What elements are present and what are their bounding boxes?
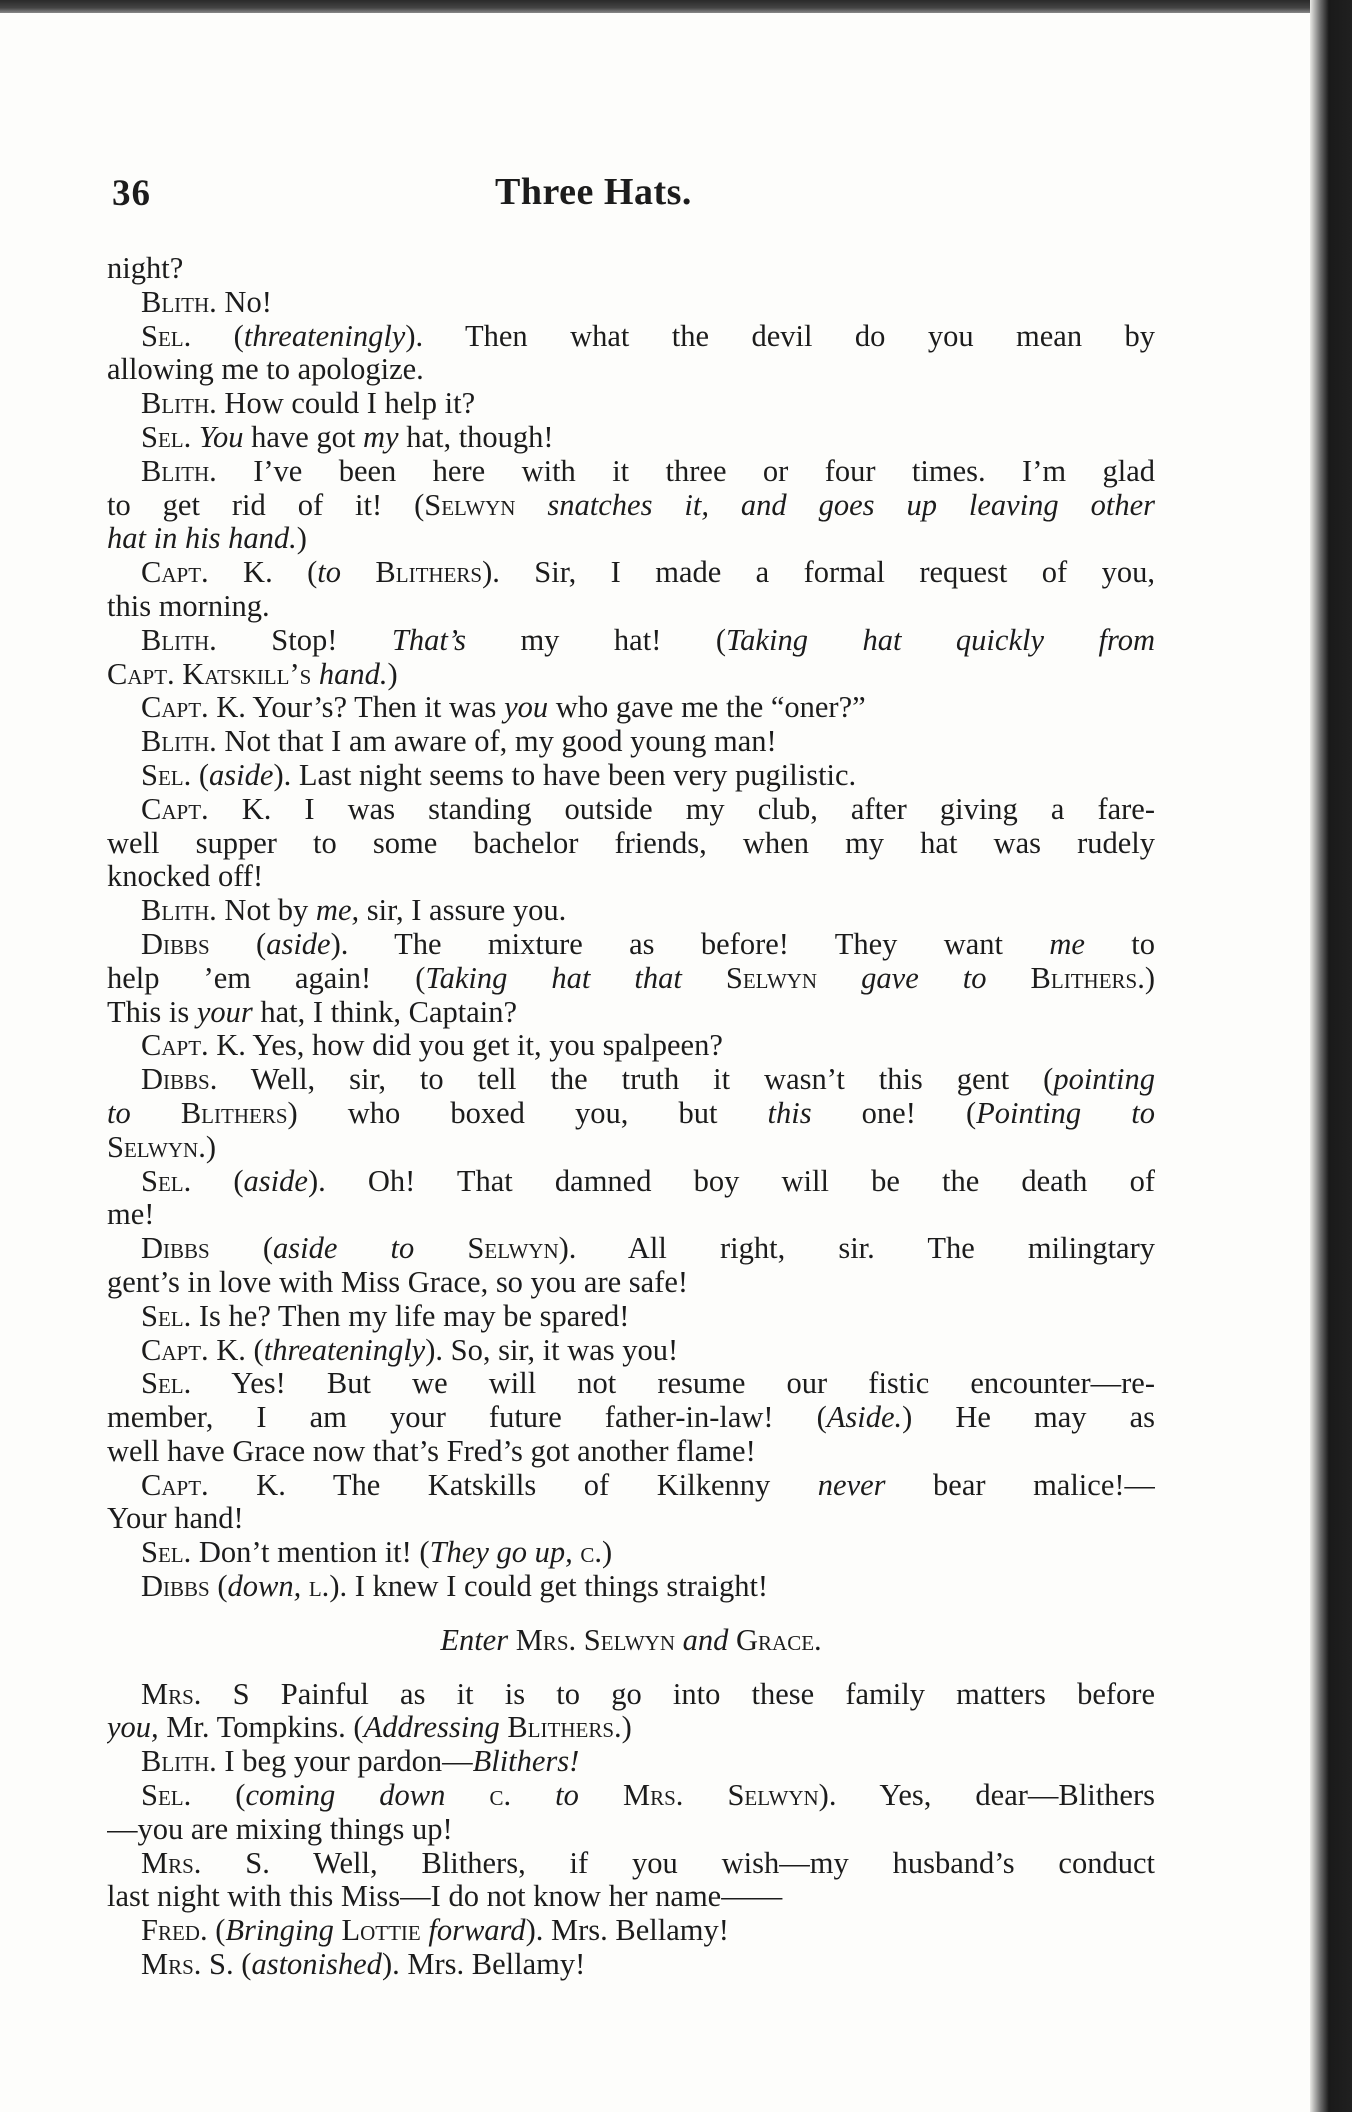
- text-line: [107, 353, 1155, 387]
- text-line: [107, 996, 1155, 1030]
- italic-text: Bringing: [225, 1914, 334, 1948]
- text-line: [107, 793, 1155, 827]
- italic-text: to: [555, 1779, 579, 1813]
- speaker-name: Sel.: [141, 319, 192, 353]
- text-line: [107, 894, 1155, 928]
- speaker-name: Sel.: [141, 758, 192, 792]
- speaker-name: Selwyn: [725, 961, 818, 995]
- text-line: [107, 1300, 1155, 1334]
- text-span: ). Sir, I made a formal request of you,: [482, 556, 1155, 590]
- text-line: [107, 827, 1155, 861]
- text-span: ). So, sir, it was you!: [425, 1333, 679, 1367]
- text-line: [107, 455, 1155, 489]
- speaker-name: Blith.: [141, 1745, 217, 1779]
- speaker-name: Selwyn.: [107, 1130, 206, 1164]
- text-span: [445, 1779, 489, 1812]
- italic-text: me,: [315, 894, 360, 928]
- text-line: [107, 658, 1155, 692]
- italic-text: aside to: [273, 1232, 415, 1266]
- running-title: Three Hats.: [495, 171, 692, 213]
- speaker-name: Blithers.: [1030, 961, 1145, 995]
- text-line: [107, 1678, 1155, 1712]
- text-line: [107, 421, 1155, 455]
- text-span: [414, 1232, 467, 1265]
- text-line: [107, 1502, 1155, 1536]
- text-line: [107, 1880, 1155, 1914]
- speaker-name: Blith.: [141, 387, 217, 421]
- text-line: [107, 590, 1155, 624]
- text-span: Your hand!: [107, 1502, 244, 1536]
- speaker-name: Capt. K.: [141, 792, 272, 826]
- italic-text: You: [198, 420, 244, 454]
- speaker-name: Dibbs: [141, 1570, 210, 1604]
- speaker-name: Capt. K.: [141, 556, 273, 590]
- text-span: help ’em again! (: [107, 961, 426, 995]
- text-line: [107, 1813, 1155, 1847]
- text-line: [107, 1097, 1155, 1131]
- text-span: sir, I assure you.: [359, 894, 567, 928]
- text-span: hat, I think, Captain?: [252, 995, 518, 1029]
- text-span: ). Then what the devil do you mean by: [405, 319, 1155, 353]
- text-line: [107, 1469, 1155, 1503]
- speaker-name: Capt. K.: [141, 1468, 286, 1502]
- speaker-name: Sel.: [141, 1299, 192, 1333]
- text-span: my hat! (: [465, 623, 727, 657]
- speaker-name: Selwyn: [424, 488, 516, 522]
- text-span: (: [191, 1164, 244, 1198]
- italic-text: me: [1049, 927, 1085, 961]
- speaker-name: Mrs. Selwyn: [515, 1623, 675, 1657]
- text-line: [107, 1847, 1155, 1881]
- italic-text: hand.: [318, 657, 388, 691]
- italic-text: aside: [209, 758, 274, 792]
- text-span: (: [209, 1232, 274, 1266]
- text-span: Is he? Then my life may be spared!: [191, 1299, 630, 1333]
- text-span: Your’s? Then it was: [245, 691, 505, 725]
- speaker-name: Capt. K.: [141, 691, 246, 725]
- text-span: (: [191, 319, 244, 353]
- italic-text: Pointing to: [976, 1096, 1155, 1130]
- speaker-name: Dibbs.: [141, 1063, 218, 1097]
- text-span: I was standing outside my club, after giving a fare-: [271, 792, 1155, 826]
- speaker-name: Blith.: [141, 725, 217, 759]
- text-span: [675, 1624, 683, 1657]
- speaker-name: Mrs. Selwyn: [622, 1779, 819, 1813]
- text-line: [107, 1029, 1155, 1063]
- speaker-name: c.: [580, 1536, 603, 1570]
- speaker-name: l.: [308, 1570, 330, 1604]
- text-span: ). Mrs. Bellamy!: [381, 1948, 586, 1982]
- text-span: —you are mixing things up!: [107, 1812, 453, 1846]
- text-line: [107, 1266, 1155, 1300]
- text-span: ). Last night seems to have been very pugilistic.: [273, 758, 857, 792]
- italic-text: to: [107, 1096, 131, 1130]
- text-line: [107, 387, 1155, 421]
- text-line: [107, 759, 1155, 793]
- italic-text: and: [682, 1623, 729, 1657]
- italic-text: hat in his hand.: [107, 522, 297, 556]
- italic-text: aside: [243, 1164, 308, 1198]
- text-span: Not by: [216, 894, 316, 928]
- top-edge-shadow: [0, 0, 1352, 13]
- text-line: [107, 1914, 1155, 1948]
- text-span: Well, sir, to tell the truth it wasn’t this gent (: [217, 1063, 1054, 1097]
- speaker-name: Sel.: [141, 420, 192, 454]
- text-line: [107, 1570, 1155, 1604]
- italic-text: my: [362, 420, 399, 454]
- speaker-name: Dibbs: [141, 927, 210, 961]
- text-line: [107, 1232, 1155, 1266]
- text-span: one! (: [811, 1096, 977, 1130]
- italic-text: gave to: [861, 961, 987, 995]
- speaker-name: Capt. K.: [141, 1029, 246, 1063]
- italic-text: never: [817, 1468, 886, 1502]
- text-span: (: [191, 758, 210, 792]
- text-span: member, I am your future father-in-law! (: [107, 1401, 827, 1435]
- text-line: [107, 286, 1155, 320]
- text-span: [987, 962, 1031, 995]
- italic-text: threateningly: [263, 1333, 426, 1367]
- text-span: [508, 1624, 516, 1657]
- text-span: (: [207, 1914, 226, 1948]
- text-line: [107, 1779, 1155, 1813]
- italic-text: Blithers!: [472, 1745, 580, 1779]
- text-line: [107, 522, 1155, 556]
- speaker-name: Blith.: [141, 623, 217, 657]
- text-span: ). All right, sir. The milingtary: [558, 1232, 1155, 1266]
- italic-text: They go up,: [429, 1536, 573, 1570]
- text-line: [107, 624, 1155, 658]
- speaker-name: Sel.: [141, 1367, 192, 1401]
- text-span: [817, 962, 861, 995]
- text-span: [682, 962, 726, 995]
- text-span: knocked off!: [107, 860, 264, 894]
- text-span: [579, 1779, 623, 1812]
- text-span: [301, 1570, 309, 1603]
- text-line: [107, 320, 1155, 354]
- text-span: Painful as it is to go into these family matters before: [249, 1677, 1155, 1711]
- text-span: Don’t mention it! (: [191, 1536, 430, 1570]
- text-line: [107, 489, 1155, 523]
- text-span: How could I help it?: [216, 387, 476, 421]
- text-span: ): [296, 522, 307, 556]
- text-span: ): [621, 1711, 632, 1745]
- text-span: ): [1144, 961, 1155, 995]
- text-span: (: [209, 1570, 228, 1604]
- speaker-name: Grace.: [736, 1623, 822, 1657]
- page-number: 36: [112, 173, 151, 214]
- text-span: this morning.: [107, 589, 270, 623]
- text-span: who gave me the “oner?”: [548, 691, 866, 725]
- text-span: ). Oh! That damned boy will be the death of: [307, 1164, 1155, 1198]
- text-span: This is: [107, 995, 197, 1029]
- italic-text: threateningly: [243, 319, 406, 353]
- text-span: (: [233, 1948, 252, 1982]
- text-span: me!: [107, 1198, 155, 1232]
- italic-text: astonished: [251, 1948, 382, 1982]
- text-span: bear malice!—: [885, 1468, 1155, 1502]
- page-body: [107, 252, 1155, 1982]
- text-span: The Katskills of Kilkenny: [285, 1468, 818, 1502]
- italic-text: pointing: [1053, 1063, 1155, 1097]
- text-span: [311, 658, 319, 691]
- text-span: [728, 1624, 736, 1657]
- speaker-name: Blith.: [141, 285, 217, 319]
- text-span: [341, 556, 375, 589]
- text-span: ) who boxed you, but: [287, 1096, 768, 1130]
- italic-text: Aside.: [826, 1401, 903, 1435]
- speaker-name: c.: [489, 1779, 512, 1813]
- italic-text: coming down: [245, 1779, 446, 1813]
- italic-text: snatches it, and goes up leaving other: [515, 488, 1155, 522]
- text-span: ): [602, 1536, 613, 1570]
- text-line: [107, 725, 1155, 759]
- italic-text: aside: [266, 927, 331, 961]
- speaker-name: Blithers: [180, 1096, 288, 1130]
- text-span: (: [245, 1333, 264, 1367]
- speaker-name: Mrs. S.: [141, 1846, 270, 1880]
- text-span: ): [387, 657, 398, 691]
- text-line: [107, 1745, 1155, 1779]
- speaker-name: Capt. K.: [141, 1333, 246, 1367]
- text-line: [107, 556, 1155, 590]
- text-span: ). Yes, dear—Blithers: [818, 1779, 1155, 1813]
- speaker-name: Mrs. S: [141, 1677, 250, 1711]
- speaker-name: Fred.: [141, 1914, 208, 1948]
- text-span: hat, though!: [398, 420, 554, 454]
- text-span: No!: [216, 285, 272, 319]
- text-span: ). Mrs. Bellamy!: [525, 1914, 729, 1948]
- text-line: [107, 1334, 1155, 1368]
- italic-text: Taking hat quickly from: [726, 623, 1155, 657]
- italic-text: to: [317, 556, 341, 590]
- text-span: Well, Blithers, if you wish—my husband’s conduct: [269, 1846, 1155, 1880]
- text-span: have got: [243, 420, 363, 454]
- italic-text: Taking hat that: [425, 961, 682, 995]
- speaker-name: Blith.: [141, 894, 217, 928]
- text-span: Stop!: [216, 623, 392, 657]
- page-gutter-shadow: [1310, 0, 1352, 2112]
- text-span: Not that I am aware of, my good young man!: [216, 725, 777, 759]
- italic-text: Enter: [440, 1623, 509, 1657]
- text-span: well supper to some bachelor friends, when my hat was rudely: [107, 826, 1155, 860]
- speaker-name: Sel.: [141, 1779, 192, 1813]
- text-span: [511, 1779, 555, 1812]
- text-line: [107, 1948, 1155, 1982]
- text-line: [107, 962, 1155, 996]
- speaker-name: Sel.: [141, 1164, 192, 1198]
- text-span: Yes, how did you get it, you spalpeen?: [245, 1029, 723, 1063]
- italic-text: your: [196, 995, 253, 1029]
- text-line: [107, 691, 1155, 725]
- speaker-name: Blithers: [375, 556, 483, 590]
- stage-direction: [107, 1624, 1155, 1658]
- speaker-name: Mrs. S.: [141, 1948, 234, 1982]
- text-line: [107, 1165, 1155, 1199]
- text-span: [191, 421, 199, 454]
- italic-text: That’s: [391, 623, 466, 657]
- text-span: night?: [107, 252, 184, 285]
- text-line: [107, 1131, 1155, 1165]
- text-span: well have Grace now that’s Fred’s got another flame!: [107, 1434, 756, 1468]
- italic-text: this: [767, 1096, 812, 1130]
- italic-text: forward: [428, 1914, 526, 1948]
- text-line: [107, 1435, 1155, 1469]
- text-span: ). I knew I could get things straight!: [329, 1570, 769, 1604]
- italic-text: you,: [107, 1711, 159, 1745]
- speaker-name: Dibbs: [141, 1232, 210, 1266]
- text-span: [131, 1097, 181, 1130]
- speaker-name: Lottie: [341, 1914, 421, 1948]
- speaker-name: Blithers.: [507, 1711, 622, 1745]
- italic-text: you: [504, 691, 549, 725]
- text-span: I’ve been here with it three or four times. I’m glad: [216, 454, 1155, 488]
- text-span: (: [191, 1779, 246, 1813]
- text-line: [107, 1198, 1155, 1232]
- text-line: [107, 252, 1155, 286]
- text-span: allowing me to apologize.: [107, 353, 424, 387]
- text-span: Yes! But we will not resume our fistic encounter—re-: [191, 1367, 1155, 1401]
- speaker-name: Sel.: [141, 1536, 192, 1570]
- text-span: ). The mixture as before! They want: [330, 927, 1050, 961]
- text-span: to: [1084, 927, 1155, 961]
- text-line: [107, 1536, 1155, 1570]
- text-span: (: [209, 927, 267, 961]
- text-line: [107, 1401, 1155, 1435]
- text-line: [107, 1367, 1155, 1401]
- italic-text: Addressing: [363, 1711, 500, 1745]
- text-line: [107, 928, 1155, 962]
- speaker-name: Blith.: [141, 454, 217, 488]
- text-span: ): [205, 1130, 217, 1164]
- text-span: I beg your pardon—: [216, 1745, 473, 1779]
- italic-text: down,: [227, 1570, 302, 1604]
- speaker-name: Capt. Katskill’s: [107, 657, 312, 691]
- text-span: Mr. Tompkins. (: [158, 1711, 364, 1745]
- text-span: (: [272, 556, 318, 590]
- speaker-name: Selwyn: [467, 1232, 559, 1266]
- text-span: ) He may as: [902, 1401, 1155, 1435]
- text-span: gent’s in love with Miss Grace, so you are safe!: [107, 1265, 689, 1299]
- text-span: last night with this Miss—I do not know her name——: [107, 1880, 783, 1914]
- text-line: [107, 860, 1155, 894]
- text-span: to get rid of it! (: [107, 488, 425, 522]
- text-line: [107, 1711, 1155, 1745]
- text-line: [107, 1063, 1155, 1097]
